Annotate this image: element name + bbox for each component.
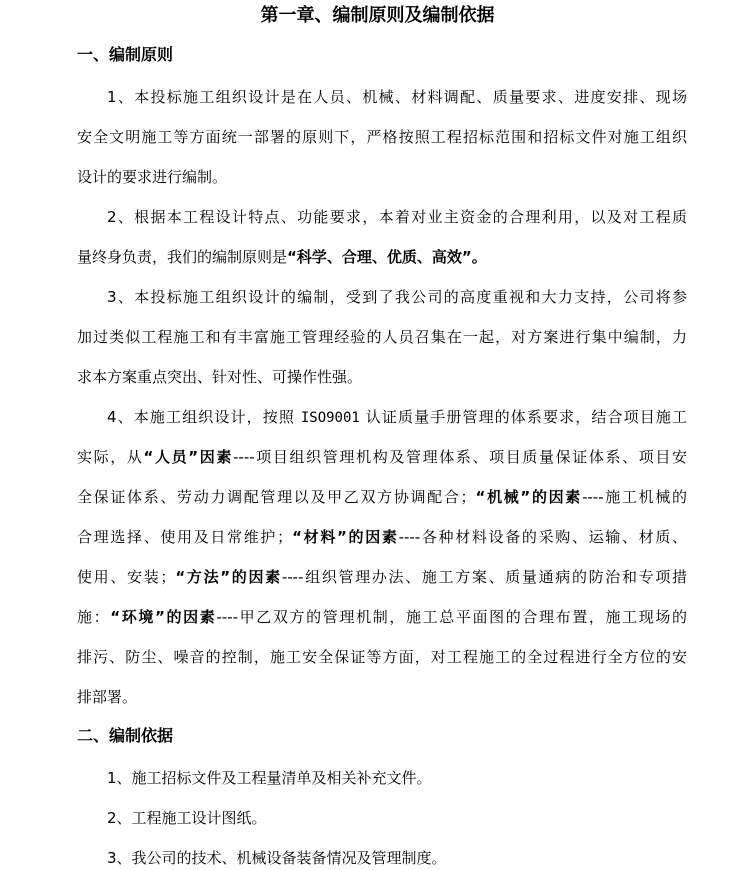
paragraph-4-line-5 — [77, 567, 687, 587]
paragraph-2-text: 量终身负责，我们的编制原则是 — [77, 248, 288, 266]
paragraph-2-line-1: 2、根据本工程设计特点、功能要求，本着对业主资金的合理利用，以及对工程质 — [107, 208, 687, 226]
paragraph-4-line-7: 排污、防尘、噪音的控制，施工安全保证等方面，对工程施工的全过程进行全方位的安 — [77, 648, 687, 666]
p4-text: 实际，从 — [77, 448, 144, 466]
page-title: 第一章、编制原则及编制依据 — [260, 5, 495, 26]
factor-people: “人员”因素 — [143, 448, 234, 466]
factor-environment: “环境”的因素 — [110, 608, 217, 626]
factor-machinery: “机械”的因素 — [475, 488, 582, 506]
iso-standard: ISO9001 — [300, 410, 360, 426]
basis-item-3: 3、我公司的技术、机械设备装备情况及管理制度。 — [107, 849, 447, 867]
basis-item-2: 2、工程施工设计图纸。 — [107, 809, 267, 827]
p4-text: ----项目组织管理机构及管理体系、项目质量保证体系、项目安 — [233, 448, 687, 466]
p4-text: ----甲乙双方的管理机制，施工总平面图的合理布置，施工现场的 — [216, 608, 688, 626]
p4-text: 4、本施工组织设计，按照 — [107, 408, 295, 426]
paragraph-4-line-2 — [77, 447, 687, 467]
paragraph-1-line-2: 安全文明施工等方面统一部署的原则下，严格按照工程招标范围和招标文件对施工组织 — [77, 128, 687, 146]
paragraph-3-line-3: 求本方案重点突出、针对性、可操作性强。 — [77, 368, 363, 386]
p4-text: ----各种材料设备的采购、运输、材质、 — [398, 528, 688, 546]
paragraph-3-line-1: 3、本投标施工组织设计的编制，受到了我公司的高度重视和大力支持，公司将参 — [107, 288, 687, 306]
p4-text: 使用、安装； — [77, 568, 176, 586]
p4-text: 全保证体系、劳动力调配管理以及甲乙双方协调配合； — [77, 488, 476, 506]
p4-text: 认证质量手册管理的体系要求，结合项目施工 — [365, 408, 687, 426]
paragraph-1-line-1: 1、本投标施工组织设计是在人员、机械、材料调配、质量要求、进度安排、现场 — [107, 88, 687, 106]
paragraph-3-line-2: 加过类似工程施工和有丰富施工管理经验的人员召集在一起，对方案进行集中编制，力 — [77, 328, 687, 346]
paragraph-4-line-4 — [77, 527, 687, 547]
p4-text: ----组织管理办法、施工方案、质量通病的防治和专项措 — [281, 568, 687, 586]
p4-text: 施： — [77, 608, 111, 626]
section-heading-basis: 二、编制依据 — [77, 726, 174, 745]
factor-methods: “方法”的因素 — [175, 568, 282, 586]
principle-keywords: “科学、合理、优质、高效”。 — [287, 248, 487, 266]
factor-materials: “材料”的因素 — [292, 528, 399, 546]
p4-text: ----施工机械的 — [581, 488, 688, 506]
paragraph-4-line-6 — [77, 607, 687, 627]
p4-text: 合理选择、使用及日常维护； — [77, 528, 293, 546]
paragraph-4-line-1 — [107, 407, 687, 428]
paragraph-4-line-3 — [77, 487, 687, 507]
paragraph-2-line-2 — [77, 247, 687, 267]
section-heading-principles: 一、编制原则 — [77, 45, 174, 64]
paragraph-4-line-8: 排部署。 — [77, 688, 138, 706]
paragraph-1-line-3: 设计的要求进行编制。 — [77, 168, 228, 186]
basis-item-1: 1、施工招标文件及工程量清单及相关补充文件。 — [107, 769, 432, 787]
